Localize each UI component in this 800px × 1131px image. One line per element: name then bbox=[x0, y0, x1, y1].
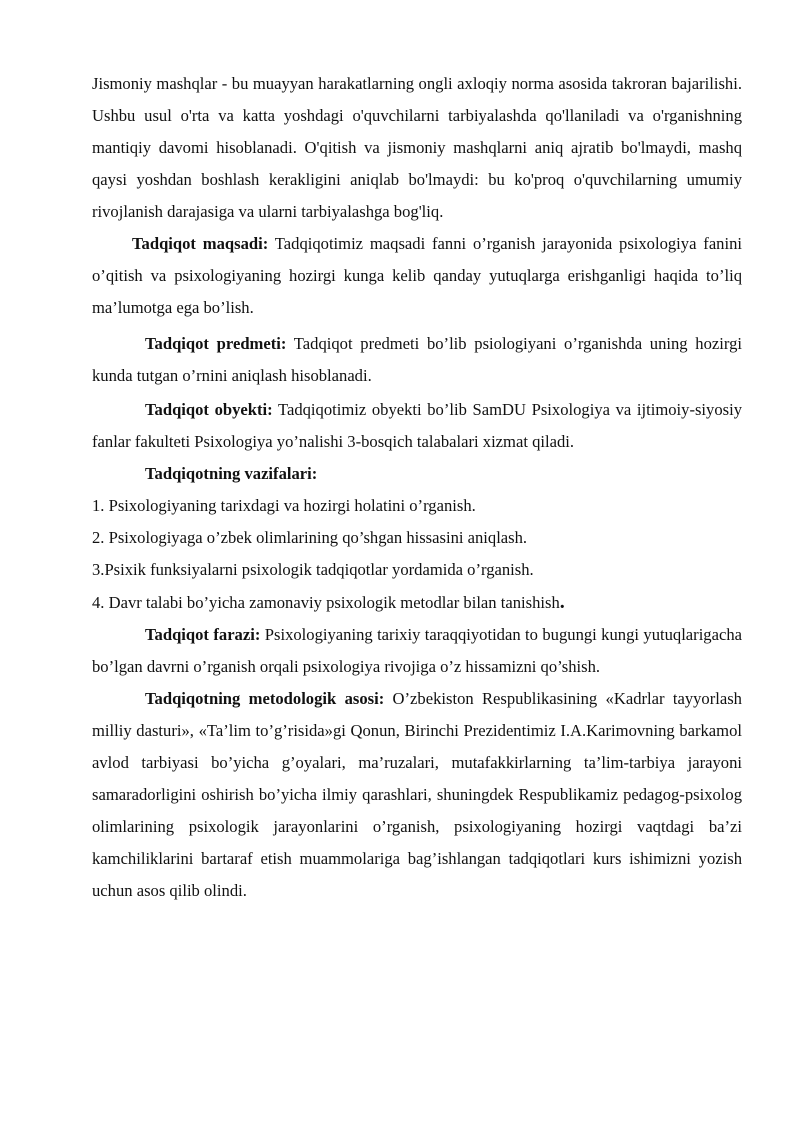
methodology-label: Tadqiqotning metodologik asosi: bbox=[145, 689, 385, 708]
list-item bbox=[92, 586, 742, 619]
methodology-text: O’zbekiston Respublikasining «Kadrlar tayyorlash milliy dasturi», «Ta’lim to’g’risida»gi Qonun, Birinchi Prezidentimiz I.A.Karimovning barkamol avlod tarbiyasi bo’yicha g’oyalari, ma’ruzalari, mutafakkirlarning ta’lim-tarbiya jarayoni samaradorligini oshirish bo’yicha ilmiy qarashlari, shuningdek Respublikamiz pedagog-psixolog olimlarining psixologik jarayonlarini o’rganish, psixologiyaning hozirgi vaqtdagi ba’zi kamchiliklarini bartaraf etish muammolariga bag’ishlangan tadqiqotlari kurs ishimizni yozish uchun asos qilib olindi. bbox=[92, 689, 742, 900]
list-item: 2. Psixologiyaga o’zbek olimlarining qo’shgan hissasini aniqlash. bbox=[92, 528, 528, 547]
list-end-period: . bbox=[559, 591, 565, 613]
research-object-text: Tadqiqotimiz obyekti bo’lib SamDU Psixologiya va ijtimoiy-siyosiy fanlar fakulteti Psixologiya yo’nalishi 3-bosqich talabalari xizmat qiladi. bbox=[92, 400, 743, 451]
research-subject-paragraph bbox=[92, 328, 742, 392]
research-goal-text: Tadqiqotimiz maqsadi fanni o’rganish jarayonida psixologiya fanini o’qitish va psixologiyaning hozirgi kunga kelib qanday yutuqlarga erishganligi haqida to’liq ma’lumotga ega bo’lish. bbox=[92, 234, 742, 317]
research-goal-paragraph bbox=[92, 228, 742, 324]
research-goal-label: Tadqiqot maqsadi: bbox=[132, 234, 269, 253]
document-page bbox=[92, 68, 742, 907]
list-item: 1. Psixologiyaning tarixdagi va hozirgi holatini o’rganish. bbox=[92, 496, 476, 515]
research-object-label: Tadqiqot obyekti: bbox=[145, 400, 273, 419]
research-hypothesis-paragraph bbox=[92, 619, 742, 683]
research-tasks-label: Tadqiqotning vazifalari: bbox=[145, 464, 318, 483]
list-item-text: 4. Davr talabi bo’yicha zamonaviy psixologik metodlar bilan tanishish bbox=[92, 593, 560, 612]
intro-paragraph: Jismoniy mashqlar - bu muayyan harakatlarning ongli axloqiy norma asosida takroran bajarilishi. Ushbu usul o'rta va katta yoshdagi o'quvchilarni tarbiyalashda qo'llaniladi va o'rganishning mantiqiy davomi hisoblanadi. O'qitish va jismoniy mashqlarni aniq ajratib bo'lmaydi, mashq qaysi yoshdan boshlash kerakligini aniqlab bo'lmaydi: bu ko'proq o'quvchilarning umumiy rivojlanish darajasiga va ularni tarbiyalashga bog'liq. bbox=[92, 74, 742, 221]
research-tasks-heading bbox=[92, 458, 742, 490]
research-object-paragraph bbox=[92, 394, 742, 458]
research-subject-text: Tadqiqot predmeti bo’lib psiologiyani o’rganishda uning hozirgi kunda tutgan o’rnini aniqlash hisoblanadi. bbox=[92, 334, 742, 385]
research-hypothesis-label: Tadqiqot farazi: bbox=[145, 625, 261, 644]
methodology-paragraph bbox=[92, 683, 742, 907]
research-hypothesis-text: Psixologiyaning tarixiy taraqqiyotidan to bugungi kungi yutuqlarigacha bo’lgan davrni o’rganish orqali psixologiya rivojiga o’z hissamizni qo’shish. bbox=[92, 625, 742, 676]
research-subject-label: Tadqiqot predmeti: bbox=[145, 334, 287, 353]
list-item: 3.Psixik funksiyalarni psixologik tadqiqotlar yordamida o’rganish. bbox=[92, 560, 534, 579]
